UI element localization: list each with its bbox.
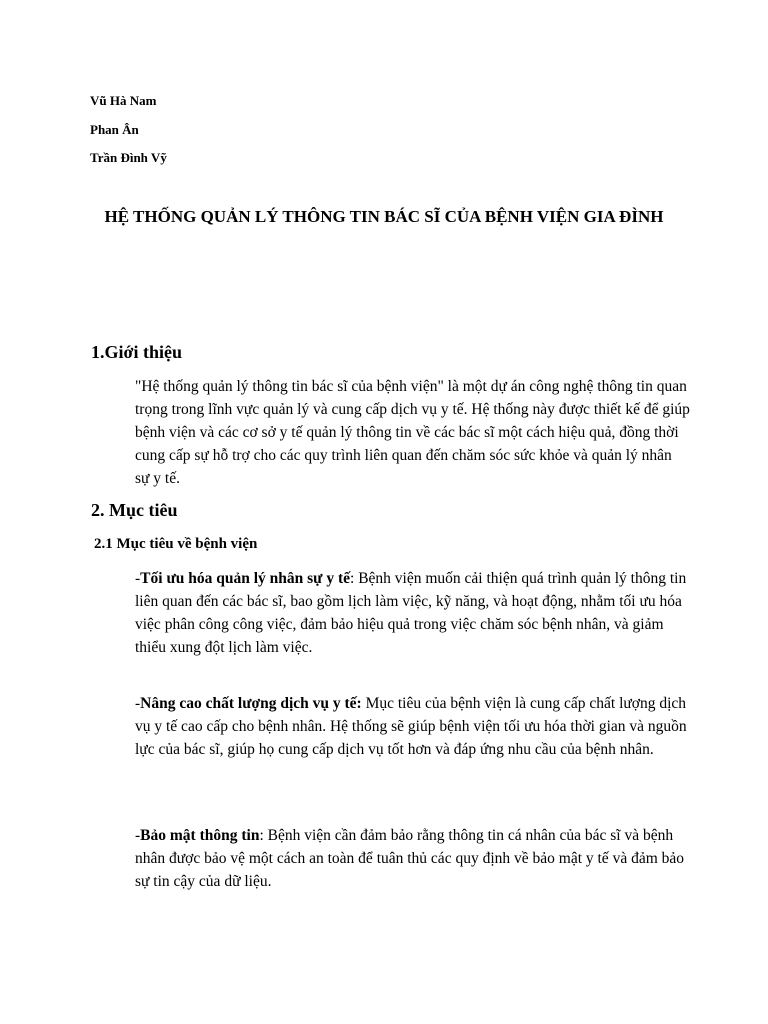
section-heading-introduction: 1.Giới thiệu [91, 342, 182, 362]
subsection-heading-hospital-objectives: 2.1 Mục tiêu về bệnh viện [94, 536, 258, 552]
objective-prefix: - [135, 570, 141, 587]
objective-prefix: - [135, 827, 141, 844]
objective-title: Bảo mật thông tin [140, 827, 260, 844]
objective-item [135, 824, 690, 893]
author-name: Phan Ân [90, 122, 139, 137]
objective-prefix: - [135, 695, 141, 712]
document-title: HỆ THỐNG QUẢN LÝ THÔNG TIN BÁC SĨ CỦA BỆNH VIỆN GIA ĐÌNH [104, 207, 664, 226]
objective-title: Nâng cao chất lượng dịch vụ y tế: [140, 695, 362, 712]
author-name: Vũ Hà Nam [90, 93, 157, 108]
objective-item [135, 692, 690, 761]
section-heading-objectives: 2. Mục tiêu [91, 500, 178, 520]
objective-text: Mục tiêu của bệnh viện là cung cấp chất lượng dịch vụ y tế cao cấp cho bệnh nhân. Hệ thống sẽ giúp bệnh viện tối ưu hóa thời gian và nguồn lực của bác sĩ, giúp họ cung cấp dịch vụ tốt hơn và đáp ứng nhu cầu của bệnh nhân. [135, 695, 687, 758]
objective-item [135, 567, 690, 659]
introduction-paragraph: "Hệ thống quản lý thông tin bác sĩ của bệnh viện" là một dự án công nghệ thông tin quan trọng trong lĩnh vực quản lý và cung cấp dịch vụ y tế. Hệ thống này được thiết kế để giúp bệnh viện và các cơ sở y tế quản lý thông tin về các bác sĩ một cách hiệu quả, đồng thời cung cấp sự hỗ trợ cho các quy trình liên quan đến chăm sóc sức khỏe và quản lý nhân sự y tế. [135, 378, 690, 487]
objective-text: : Bệnh viện muốn cải thiện quá trình quản lý thông tin liên quan đến các bác sĩ, bao gồm lịch làm việc, kỹ năng, và hoạt động, nhằm tối ưu hóa việc phân công công việc, đảm bảo hiệu quả trong việc chăm sóc bệnh nhân, và giảm thiểu xung đột lịch làm việc. [135, 570, 687, 656]
objective-text: : Bệnh viện cần đảm bảo rằng thông tin cá nhân của bác sĩ và bệnh nhân được bảo vệ một cách an toàn để tuân thủ các quy định về bảo mật y tế và đảm bảo sự tin cậy của dữ liệu. [135, 827, 685, 890]
objective-title: Tối ưu hóa quản lý nhân sự y tế [140, 570, 351, 587]
author-name: Trần Đình Vỹ [90, 150, 167, 165]
